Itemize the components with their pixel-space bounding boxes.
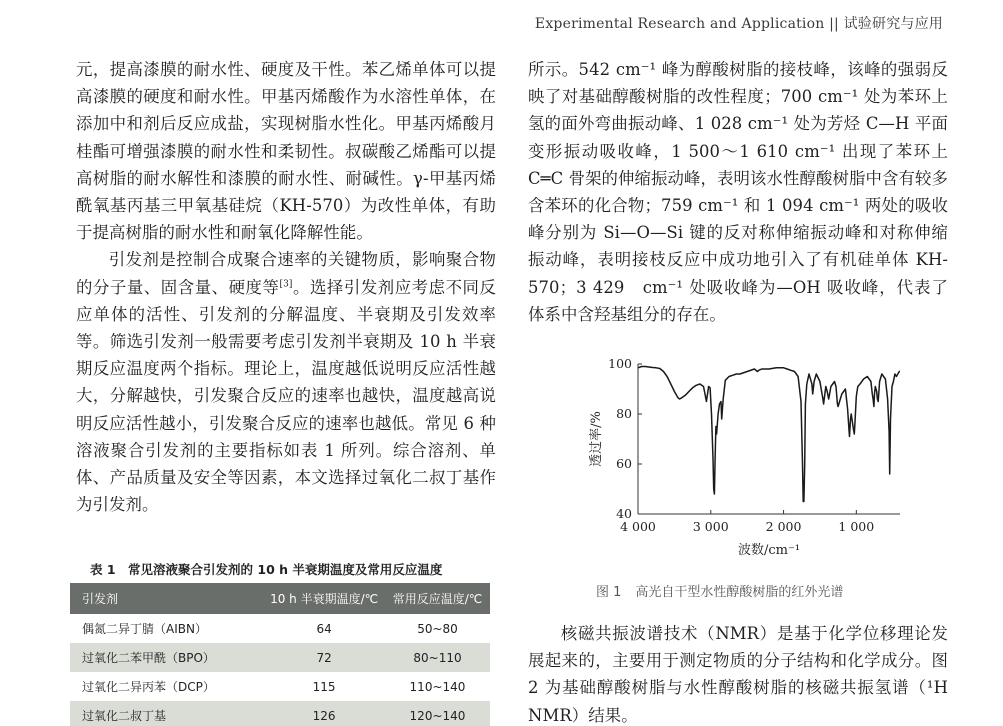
y-tick-label: 40 — [616, 506, 632, 521]
table-cell-reaction-temp: 120~140 — [385, 701, 490, 726]
ir-spectrum-figure — [578, 352, 908, 572]
table-header-halflife: 10 h 半衰期温度/℃ — [263, 583, 385, 614]
x-axis-label: 波数/cm⁻¹ — [737, 543, 801, 558]
paragraph-ir-analysis: 所示。542 cm⁻¹ 峰为醇酸树脂的接枝峰，该峰的强弱反映了对基础醇酸树脂的改性程度；700 cm⁻¹ 处为苯环上氢的面外弯曲振动峰、1 028 cm⁻¹ 处为芳烃 C—H 平面变形振动吸收峰，1 500～1 610 cm⁻¹ 出现了苯环上 C═C 骨架的伸缩振动峰，表明该水性醇酸树脂中含有较多含苯环的化合物；759 cm⁻¹ 和 1 094 cm⁻¹ 两处的吸收峰分别为 Si—O—Si 键的反对称伸缩振动峰和对称伸缩振动峰，表明接枝反应中成功地引入了有机硅单体 KH-570；3 429 cm⁻¹ 处吸收峰为—OH 吸收峰，代表了体系中含羟基组分的存在。 — [528, 60, 948, 324]
figure-caption-text: 高光自干型水性醇酸树脂的红外光谱 — [635, 585, 844, 600]
table-cell-reaction-temp: 50~80 — [385, 614, 490, 643]
paragraph-nmr: 核磁共振波谱技术（NMR）是基于化学位移理论发展起来的，主要用于测定物质的分子结构和化学成分。图 2 为基础醇酸树脂与水性醇酸树脂的核磁共振氢谱（¹H NMR）结果。 — [528, 624, 948, 725]
table-row — [70, 701, 490, 726]
figure-number: 图 1 — [596, 585, 622, 600]
table-cell-halflife: 126 — [263, 701, 385, 726]
right-column-lower — [528, 620, 948, 726]
table-row — [70, 643, 490, 672]
x-tick-label: 2 000 — [765, 519, 802, 534]
y-axis-label: 透过率/% — [589, 411, 604, 467]
left-column — [76, 56, 496, 518]
y-tick-label: 80 — [616, 406, 632, 421]
y-tick-label: 60 — [616, 456, 632, 471]
paragraph-monomers: 元，提高漆膜的耐水性、硬度及干性。苯乙烯单体可以提高漆膜的硬度和耐水性。甲基丙烯酸作为水溶性单体，在添加中和剂后反应成盐，实现树脂水性化。甲基丙烯酸月桂酯可增强漆膜的耐水性和柔韧性。叔碳酸乙烯酯可以提高树脂的耐水解性和漆膜的耐水性、耐碱性。γ-甲基丙烯酰氧基丙基三甲氧基硅烷（KH-570）为改性单体，有助于提高树脂的耐水性和耐氧化降解性能。 — [76, 60, 496, 243]
ir-spectrum-line — [638, 367, 900, 502]
paragraph-initiator — [76, 246, 496, 518]
paragraph-initiator-part2: 。选择引发剂应考虑不同反应单体的活性、引发剂的分解温度、半衰期及引发效率等。筛选引发剂一般需要考虑引发剂半衰期及 10 h 半衰期反应温度两个指标。理论上，温度越低说明反应活性越大，分解越快，引发聚合反应的速率也越快，温度越高说明反应活性越小，引发聚合反应的速率也越低。常见 6 种溶液聚合引发剂的主要指标如表 1 所列。综合溶剂、单体、产品质量及安全等因素，本文选择过氧化二叔丁基作为引发剂。 — [76, 277, 496, 515]
ir-spectrum-chart — [578, 352, 908, 572]
x-tick-label: 3 000 — [692, 519, 729, 534]
table-cell-initiator: 过氧化二异丙苯（DCP） — [70, 672, 263, 701]
table-cell-initiator: 偶氮二异丁腈（AIBN） — [70, 614, 263, 643]
table-cell-halflife: 115 — [263, 672, 385, 701]
table-cell-initiator: 过氧化二苯甲酰（BPO） — [70, 643, 263, 672]
table-cell-halflife: 64 — [263, 614, 385, 643]
table-row — [70, 672, 490, 701]
right-column — [528, 56, 948, 328]
table-cell-reaction-temp: 80~110 — [385, 643, 490, 672]
table-header-initiator: 引发剂 — [70, 583, 263, 614]
running-header: Experimental Research and Application || 试验研究与应用 — [534, 16, 943, 32]
table-cell-initiator: 过氧化二叔丁基 — [70, 701, 263, 726]
x-tick-label: 1 000 — [838, 519, 875, 534]
table-row — [70, 614, 490, 643]
table-header-reaction-temp: 常用反应温度/℃ — [385, 583, 490, 614]
y-tick-label: 100 — [608, 356, 632, 371]
figure-caption — [596, 581, 843, 600]
citation-ref[interactable]: [3] — [279, 279, 293, 290]
table-cell-halflife: 72 — [263, 643, 385, 672]
table-header-row — [70, 583, 490, 614]
x-tick-label: 4 000 — [620, 519, 656, 534]
initiator-table — [70, 583, 490, 726]
paragraph-initiator-part1: 引发剂是控制合成聚合速率的关键物质，影响聚合物的分子量、固含量、硬度等 — [76, 250, 496, 297]
table-cell-reaction-temp: 110~140 — [385, 672, 490, 701]
table-caption: 表 1 常见溶液聚合引发剂的 10 h 半衰期温度及常用反应温度 — [90, 562, 443, 577]
